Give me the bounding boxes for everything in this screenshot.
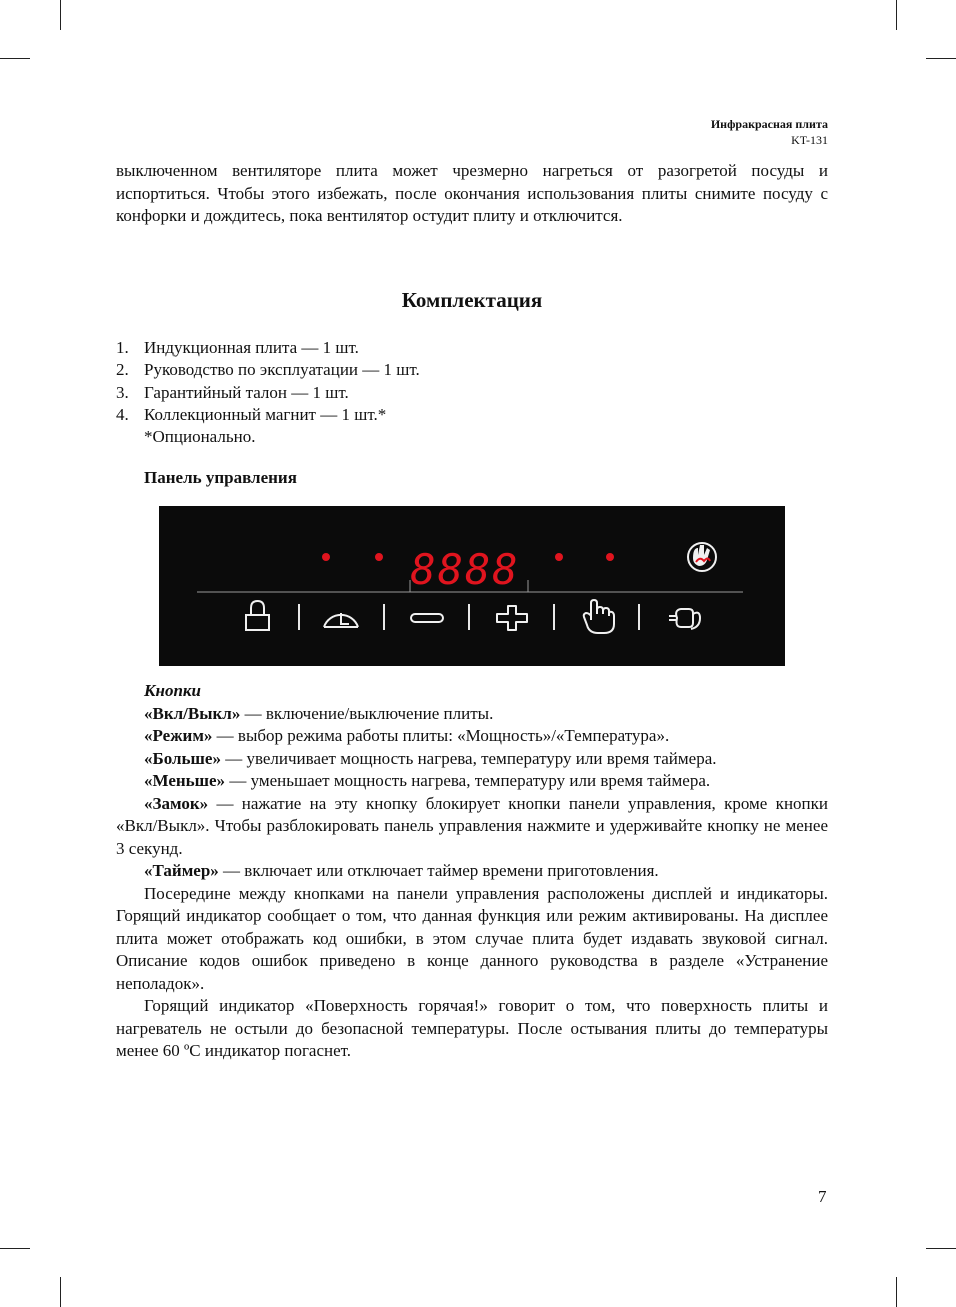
crop-mark xyxy=(0,1248,30,1249)
mode-hand-icon xyxy=(584,600,614,633)
crop-mark xyxy=(0,58,30,59)
list-number: 3. xyxy=(116,382,129,402)
button-description xyxy=(116,703,828,726)
button-description xyxy=(116,770,828,793)
button-description xyxy=(116,725,828,748)
crop-mark xyxy=(60,0,61,30)
timer-icon xyxy=(324,613,358,627)
package-list xyxy=(116,337,420,448)
list-item xyxy=(116,359,420,381)
button-desc: — включение/выключение плиты. xyxy=(240,703,494,723)
indicator-dot xyxy=(322,553,330,561)
panel-heading: Панель управления xyxy=(144,468,297,487)
power-icon xyxy=(669,609,700,629)
indicator-dot xyxy=(375,553,383,561)
button-name: «Вкл/Выкл» xyxy=(144,703,241,723)
crop-mark xyxy=(926,58,956,59)
list-item xyxy=(116,337,420,359)
button-name: «Таймер» xyxy=(144,861,219,880)
control-panel-drawing xyxy=(159,506,785,666)
crop-mark xyxy=(60,1277,61,1307)
crop-mark xyxy=(896,1277,897,1307)
list-text: Коллекционный магнит — 1 шт.* xyxy=(144,404,387,424)
buttons-heading: Кнопки xyxy=(144,681,201,700)
button-description xyxy=(116,793,828,861)
page-number: 7 xyxy=(818,1187,827,1206)
button-desc: — выбор режима работы плиты: «Мощность»/«Температура». xyxy=(212,726,670,745)
indicator-dot xyxy=(606,553,614,561)
intro-paragraph: выключенном вентиляторе плита может чрезмерно нагреться от разогретой посуды и испортиться. Чтобы этого избежать, после окончания использования плиты снимите посуду с конфорки и дождитесь, пока вентилятор остудит плиту и отключится. xyxy=(116,161,828,225)
button-description xyxy=(116,748,828,771)
hot-surface-paragraph: Горящий индикатор «Поверхность горячая!» говорит о том, что поверхность плиты и нагреватель не остыли до безопасной температуры. После остывания плиты до температуры менее 60 ºС индикатор погаснет. xyxy=(116,996,828,1060)
list-item xyxy=(116,404,420,426)
list-text: Гарантийный талон — 1 шт. xyxy=(144,382,349,402)
buttons-section xyxy=(116,680,828,1063)
optional-note: *Опционально. xyxy=(144,427,256,447)
button-name: «Замок» xyxy=(144,793,209,813)
lock-icon xyxy=(246,601,269,630)
display-paragraph: Посередине между кнопками на панели управления расположены дисплей и индикаторы. Горящий индикатор сообщает о том, что данная функция или режим активированы. На дисплее плита может отображать код ошибки, в этом случае плита будет издавать звуковой сигнал. Описание кодов ошибок приведено в конце данного руководства в разделе «Устранение неполадок». xyxy=(116,883,828,993)
indicator-dot xyxy=(555,553,563,561)
minus-icon xyxy=(411,614,443,622)
running-header xyxy=(711,116,828,148)
section-title: Комплектация xyxy=(401,288,543,312)
button-desc: — включает или отключает таймер времени приготовления. xyxy=(218,861,659,880)
list-number: 2. xyxy=(116,360,129,380)
list-number: 1. xyxy=(116,338,129,357)
list-text: Руководство по эксплуатации — 1 шт. xyxy=(144,360,420,380)
plus-icon xyxy=(497,606,527,630)
crop-mark xyxy=(926,1248,956,1249)
list-text: Индукционная плита — 1 шт. xyxy=(144,338,359,357)
button-description xyxy=(116,860,828,883)
hot-surface-icon xyxy=(688,543,716,571)
button-name: «Режим» xyxy=(144,726,213,745)
header-title: Инфракрасная плита xyxy=(710,117,828,131)
button-desc: — увеличивает мощность нагрева, температуру или время таймера. xyxy=(220,748,717,768)
button-name: «Больше» xyxy=(144,748,221,768)
button-desc: — уменьшает мощность нагрева, температуру или время таймера. xyxy=(225,771,711,790)
crop-mark xyxy=(896,0,897,30)
list-number: 4. xyxy=(116,404,129,424)
button-desc: — нажатие на эту кнопку блокирует кнопки панели управления, кроме кнопки «Вкл/Выкл». Чтобы разблокировать панель управления нажмите и удерживайте кнопку не менее 3 секунд. xyxy=(116,793,828,858)
digital-display: 8888 xyxy=(410,545,520,594)
list-item xyxy=(116,382,420,404)
button-name: «Меньше» xyxy=(144,771,226,790)
header-model: KT-131 xyxy=(791,133,828,147)
control-panel-image xyxy=(159,506,785,666)
